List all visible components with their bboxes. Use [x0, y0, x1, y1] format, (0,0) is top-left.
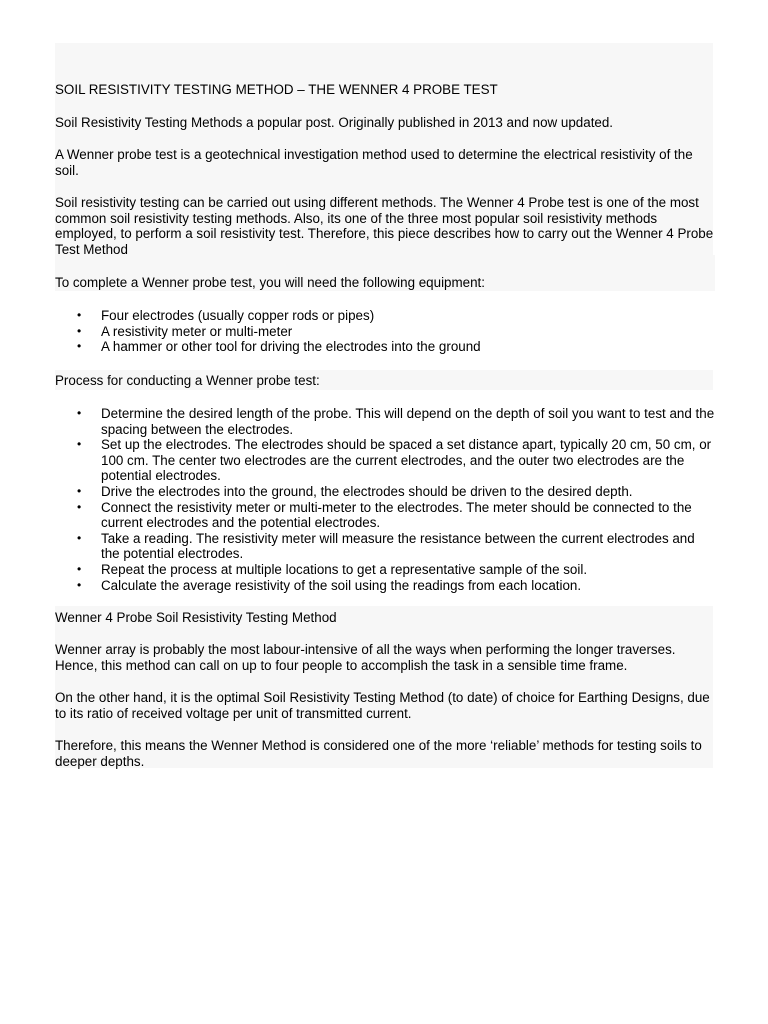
overview-paragraph: Soil resistivity testing can be carried out using different methods. The Wenner 4 Probe test is one of the most common soil resistivity testing methods. Also, its one of the three most popular soil resistivity methods employed, to perform a soil resistivity test. Therefore, this piece describes how to carry out the Wenner 4 Probe Test Method	[55, 195, 714, 257]
list-item	[55, 500, 715, 531]
bullet-icon: •	[77, 437, 82, 452]
bullet-icon: •	[77, 530, 82, 545]
list-item-text: Calculate the average resistivity of the soil using the readings from each location.	[101, 577, 582, 593]
method-heading: Wenner 4 Probe Soil Resistivity Testing Method	[55, 610, 337, 625]
list-item-text: Take a reading. The resistivity meter will measure the resistance between the current electrodes and the potential electrodes.	[101, 530, 695, 562]
list-item	[55, 578, 715, 594]
list-item	[55, 484, 715, 500]
method-paragraph-2: On the other hand, it is the optimal Soil Resistivity Testing Method (to date) of choice for Earthing Designs, due to its ratio of received voltage per unit of transmitted current.	[55, 690, 710, 721]
bullet-icon: •	[77, 483, 82, 498]
list-item	[55, 562, 715, 578]
list-item	[55, 437, 715, 484]
equipment-heading: To complete a Wenner probe test, you will need the following equipment:	[55, 275, 485, 290]
bullet-icon: •	[77, 308, 82, 322]
bullet-icon: •	[77, 339, 82, 354]
bullet-icon: •	[77, 406, 82, 420]
list-item	[55, 339, 715, 355]
list-item-text: Drive the electrodes into the ground, the electrodes should be driven to the desired depth.	[101, 483, 633, 499]
list-item	[55, 406, 715, 437]
list-item-text: Four electrodes (usually copper rods or pipes)	[101, 308, 375, 323]
list-item-text: Set up the electrodes. The electrodes should be spaced a set distance apart, typically 20 cm, 50 cm, or 100 cm. The center two electrodes are the current electrodes, and the outer two electrodes are the potential electrodes.	[101, 437, 712, 484]
list-item-text: Determine the desired length of the probe. This will depend on the depth of soil you want to test and the spacing between the electrodes.	[101, 406, 715, 437]
method-paragraph-3: Therefore, this means the Wenner Method is considered one of the more ‘reliable’ methods for testing soils to deeper depths.	[55, 738, 702, 769]
bullet-icon: •	[77, 561, 82, 576]
document-title: SOIL RESISTIVITY TESTING METHOD – THE WENNER 4 PROBE TEST	[55, 82, 498, 97]
method-paragraph-1: Wenner array is probably the most labour-intensive of all the ways when performing the longer traverses. Hence, this method can call on up to four people to accomplish the task in a sensible time frame.	[55, 642, 676, 673]
list-item	[55, 324, 715, 340]
list-item-text: Repeat the process at multiple locations to get a representative sample of the soil.	[101, 561, 588, 577]
bullet-icon: •	[77, 577, 82, 592]
list-item-text: A hammer or other tool for driving the electrodes into the ground	[101, 339, 481, 355]
bullet-icon: •	[77, 499, 82, 514]
process-list	[55, 406, 715, 593]
list-item	[55, 531, 715, 562]
equipment-list	[55, 308, 715, 355]
process-heading: Process for conducting a Wenner probe test:	[55, 373, 320, 388]
intro-paragraph: Soil Resistivity Testing Methods a popular post. Originally published in 2013 and now updated.	[55, 115, 614, 130]
list-item-text: A resistivity meter or multi-meter	[101, 323, 293, 339]
list-item	[55, 308, 715, 324]
list-item-text: Connect the resistivity meter or multi-meter to the electrodes. The meter should be connected to the current electrodes and the potential electrodes.	[101, 499, 692, 531]
bullet-icon: •	[77, 323, 82, 338]
definition-paragraph: A Wenner probe test is a geotechnical investigation method used to determine the electrical resistivity of the soil.	[55, 147, 693, 178]
